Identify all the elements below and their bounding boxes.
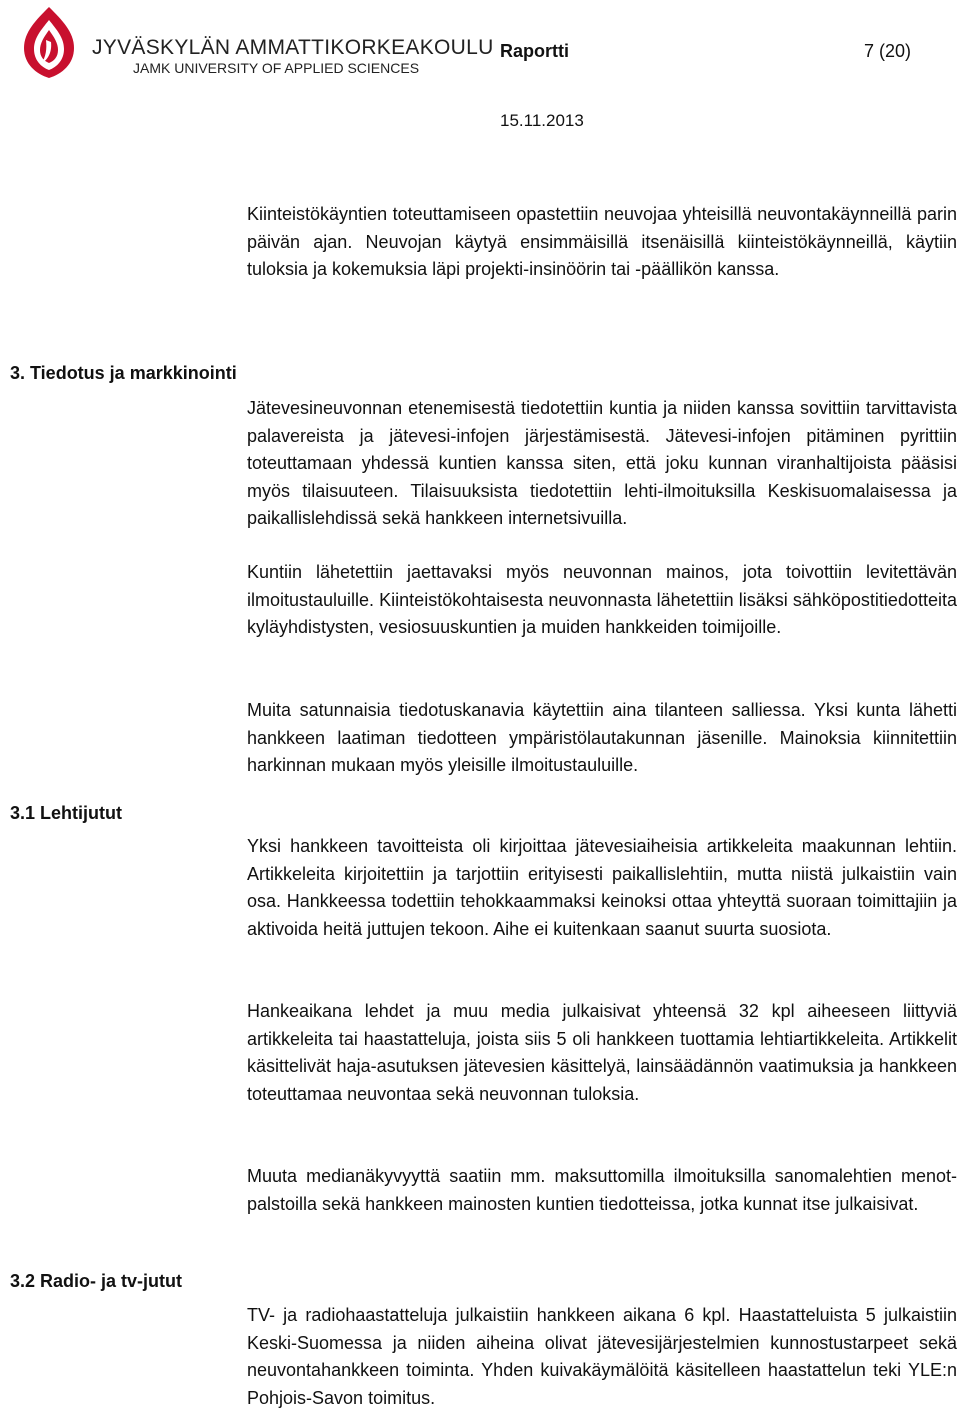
page-number: 7 (20) xyxy=(864,41,912,61)
section-heading-lehtijutut: 3.1 Lehtijutut xyxy=(10,803,122,823)
paragraph: Muita satunnaisia tiedotuskanavia käytettiin aina tilanteen salliessa. Yksi kunta lähetti hankkeen laatiman tiedotteen ympäristölautakunnan jäsenille. Mainoksia kiinnitettiin harkinnan mukaan myös yleisille ilmoitustauluille. xyxy=(247,700,957,775)
paragraph: Jätevesineuvonnan etenemisestä tiedotettiin kuntia ja niiden kanssa sovittiin tarvittavista palavereista ja jätevesi-infojen järjestämisestä. Jätevesi-infojen pitäminen pyrittiin toteuttamaan yhdessä kuntien kanssa siten, että joku kunnan viranhaltijoista pääsisi myös tilaisuuteen. Tilaisuuksista tiedotettiin lehti-ilmoituksilla Keskisuomalaisessa ja paikallislehdissä sekä hankkeen internetsivuilla. xyxy=(247,398,957,528)
section-heading-radio-tv: 3.2 Radio- ja tv-jutut xyxy=(10,1271,183,1291)
intro-paragraph: Kiinteistökäyntien toteuttamiseen opastettiin neuvojaa yhteisillä neuvontakäynneillä parin päivän ajan. Neuvojan käytyä ensimmäisillä itsenäisillä kiinteistökäynneillä, käytiin tuloksia ja kokemuksia läpi projekti-insinöörin tai -päällikön kanssa. xyxy=(247,204,957,279)
paragraph: Muuta medianäkyvyyttä saatiin mm. maksuttomilla ilmoituksilla sanomalehtien menot-palstoilla sekä hankkeen mainosten kuntien tiedotteissa, jotka kunnat itse julkaisivat. xyxy=(247,1166,957,1214)
section-heading-tiedotus: 3. Tiedotus ja markkinointi xyxy=(10,363,237,383)
logo-institution-name: JYVÄSKYLÄN AMMATTIKORKEAKOULU xyxy=(92,36,494,59)
paragraph: TV- ja radiohaastatteluja julkaistiin hankkeen aikana 6 kpl. Haastatteluista 5 julkaistiin Keski-Suomessa ja niiden aiheina olivat jätevesijärjestelmien kunnostustarpeet sekä neuvontahankkeen toiminta. Yhden kuivakäymälöitä käsitelleen haastattelun teki YLE:n Pohjois-Savon toimitus. xyxy=(247,1305,957,1408)
paragraph: Hankeaikana lehdet ja muu media julkaisivat yhteensä 32 kpl aiheeseen liittyviä artikkeleita tai haastatteluja, joista siis 5 oli hankkeen tuottamia lehtiartikkeleita. Artikkelit käsittelivät haja-asutuksen jätevesien käsittelyä, lainsäädännön vaatimuksia ja hankkeen toteuttamaa neuvontaa sekä neuvonnan tuloksia. xyxy=(247,1001,957,1104)
document-type: Raportti xyxy=(500,41,569,61)
document-date: 15.11.2013 xyxy=(500,111,584,130)
logo-institution-name-english: JAMK UNIVERSITY OF APPLIED SCIENCES xyxy=(133,60,420,76)
paragraph: Yksi hankkeen tavoitteista oli kirjoittaa jätevesiaiheisia artikkeleita maakunnan lehtiin. Artikkeleita kirjoitettiin ja tarjottiin erityisesti paikallislehtiin, mutta niistä julkaistiin vain osa. Hankkeessa todettiin tehokkaammaksi keinoksi ottaa yhteyttä suoraan toimittajiin ja aktivoida heitä juttujen tekoon. Aihe ei kuitenkaan saanut suurta suosiota. xyxy=(247,836,957,939)
paragraph: Kuntiin lähetettiin jaettavaksi myös neuvonnan mainos, jota toivottiin levitettävän ilmoitustauluille. Kiinteistökohtaisesta neuvonnasta lähetettiin lisäksi sähköpostitiedotteita kyläyhdistysten, vesiosuuskuntien ja muiden hankkeiden toimijoille. xyxy=(247,562,957,637)
jamk-logo-icon xyxy=(10,4,88,82)
